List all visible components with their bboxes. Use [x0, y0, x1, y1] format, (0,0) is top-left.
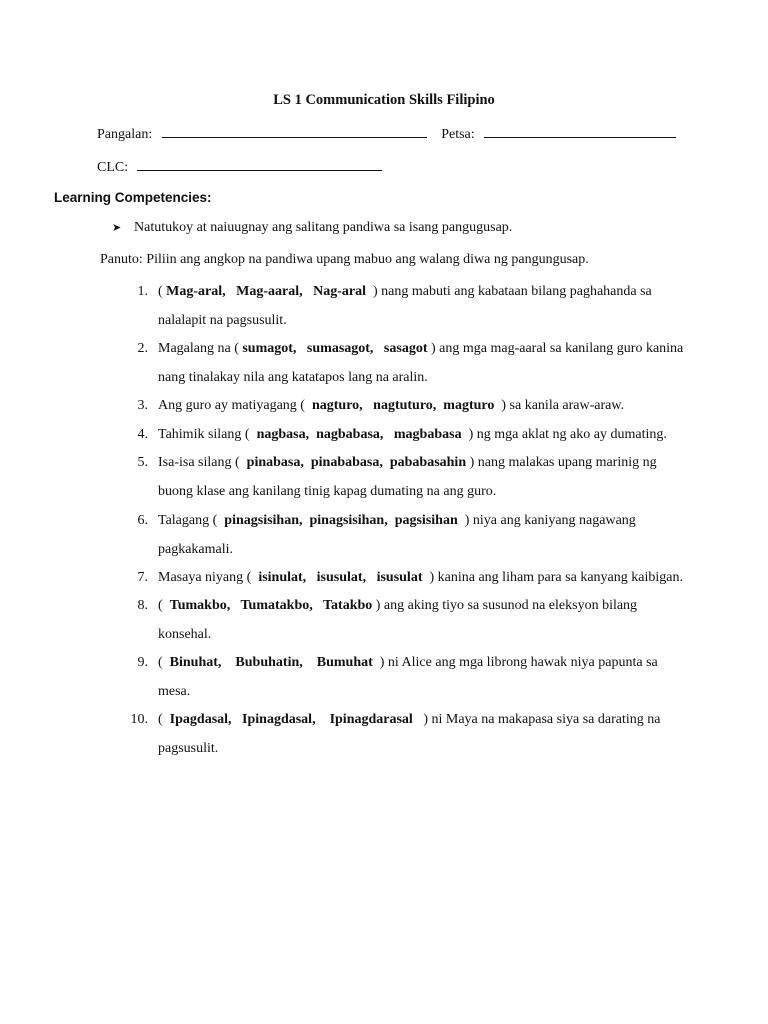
sentence-end: ) nang malakas upang marinig ng — [466, 455, 657, 470]
item-sentence — [158, 598, 637, 614]
clc-label: CLC: — [97, 160, 129, 175]
item-continuation: nalalapit na pagsusulit. — [158, 313, 287, 328]
item-continuation: pagkakamali. — [158, 542, 234, 557]
verb-choices: pinabasa, pinababasa, pababasahin — [246, 455, 467, 470]
competencies-heading: Learning Competencies: — [54, 190, 212, 205]
item-number: 7. — [137, 570, 148, 585]
verb-choices: Binuhat, Bubuhatin, Bumuhat — [169, 655, 373, 670]
sentence-end: ) niya ang kaniyang nagawang — [457, 513, 636, 528]
page-title: LS 1 Communication Skills Filipino — [273, 92, 495, 108]
verb-choices: isinulat, isusulat, isusulat — [258, 570, 423, 585]
competency-text: Natutukoy at naiuugnay ang salitang pandiwa sa isang pangugusap. — [134, 220, 513, 235]
item-continuation: buong klase ang kanilang tinig kapag dumating na ang guro. — [158, 484, 497, 499]
sentence-start: ( — [158, 712, 170, 727]
sentence-start: Tahimik silang ( — [158, 427, 257, 442]
name-blank-line — [162, 124, 427, 138]
date-label: Petsa: — [441, 127, 475, 142]
item-number: 2. — [137, 341, 148, 356]
item-sentence — [158, 513, 636, 529]
item-number: 10. — [130, 712, 148, 727]
item-sentence — [158, 455, 657, 471]
verb-choices: Tumakbo, Tumatakbo, Tatakbo — [169, 598, 373, 613]
name-date-row — [97, 124, 676, 143]
item-number: 1. — [137, 284, 148, 299]
item-sentence — [158, 655, 658, 671]
verb-choices: Mag-aral, Mag-aaral, Nag-aral — [166, 284, 367, 299]
clc-blank-line — [137, 157, 382, 171]
sentence-start: ( — [158, 598, 170, 613]
verb-choices: sumagot, sumasagot, sasagot — [242, 341, 428, 356]
item-number: 3. — [137, 398, 148, 413]
item-sentence — [158, 712, 660, 728]
sentence-end: ) nang mabuti ang kabataan bilang paghahanda sa — [366, 284, 652, 299]
item-sentence — [158, 341, 683, 357]
clc-row — [97, 157, 382, 176]
item-sentence — [158, 570, 683, 586]
sentence-end: ) ni Maya na makapasa siya sa darating na — [412, 712, 661, 727]
instructions: Panuto: Piliin ang angkop na pandiwa upang mabuo ang walang diwa ng pangungusap. — [100, 252, 589, 267]
sentence-end: ) sa kanila araw-araw. — [494, 398, 625, 413]
item-continuation: nang tinalakay nila ang katatapos lang na aralin. — [158, 370, 428, 385]
verb-choices: pinagsisihan, pinagsisihan, pagsisihan — [224, 513, 458, 528]
sentence-start: Masaya niyang ( — [158, 570, 259, 585]
competency-item — [112, 220, 512, 236]
name-label: Pangalan: — [97, 127, 153, 142]
item-continuation: mesa. — [158, 684, 191, 699]
item-sentence — [158, 284, 652, 300]
sentence-start: Talagang ( — [158, 513, 225, 528]
sentence-start: Magalang na ( — [158, 341, 243, 356]
sentence-start: ( — [158, 284, 167, 299]
item-number: 4. — [137, 427, 148, 442]
verb-choices: Ipagdasal, Ipinagdasal, Ipinagdarasal — [169, 712, 413, 727]
date-blank-line — [484, 124, 676, 138]
sentence-start: ( — [158, 655, 170, 670]
item-continuation: pagsusulit. — [158, 741, 219, 756]
sentence-end: ) ni Alice ang mga librong hawak niya papunta sa — [372, 655, 658, 670]
sentence-end: ) ang aking tiyo sa susunod na eleksyon bilang — [372, 598, 638, 613]
item-number: 9. — [137, 655, 148, 670]
sentence-end: ) ng mga aklat ng ako ay dumating. — [461, 427, 667, 442]
arrow-bullet-icon: ➤ — [112, 222, 122, 234]
item-number: 6. — [137, 513, 148, 528]
sentence-end: ) kanina ang liham para sa kanyang kaibigan. — [422, 570, 683, 585]
item-sentence — [158, 427, 667, 443]
sentence-start: Ang guro ay matiyagang ( — [158, 398, 312, 413]
item-number: 5. — [137, 455, 148, 470]
sentence-end: ) ang mga mag-aaral sa kanilang guro kanina — [427, 341, 684, 356]
sentence-start: Isa-isa silang ( — [158, 455, 247, 470]
item-number: 8. — [137, 598, 148, 613]
verb-choices: nagbasa, nagbabasa, magbabasa — [256, 427, 462, 442]
item-continuation: konsehal. — [158, 627, 212, 642]
verb-choices: nagturo, nagtuturo, magturo — [311, 398, 495, 413]
item-sentence — [158, 398, 624, 414]
